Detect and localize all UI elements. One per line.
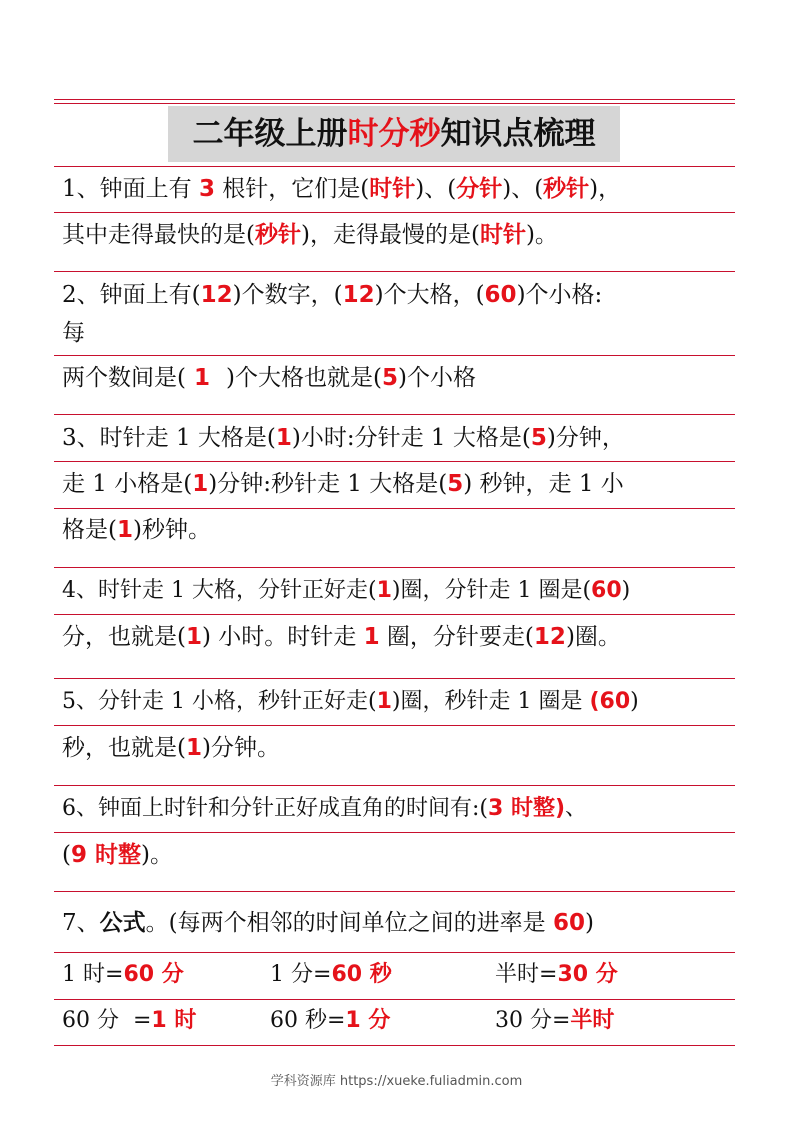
section-2-line-1: 2、钟面上有(12)个数字，(12)个大格，(60)个小格: bbox=[62, 282, 603, 308]
page-title bbox=[168, 106, 620, 162]
section-3-line-1: 3、时针走 1 大格是(1)小时:分针走 1 大格是(5)分钟， bbox=[62, 425, 625, 451]
section-4-line-1: 4、时针走 1 大格，分针正好走(1)圈，分针走 1 圈是(60) bbox=[62, 578, 631, 603]
title-part-c: 知识点梳理 bbox=[440, 116, 596, 152]
section-1-line-1: 1、钟面上有 3 根针，它们是(时针)、(分针)、(秒针)， bbox=[62, 176, 622, 202]
top-rule-1 bbox=[54, 99, 735, 100]
section-5-line-1: 5、分针走 1 小格，秒针正好走(1)圈，秒针走 1 圈是 (60) bbox=[62, 689, 639, 714]
section-4-line-2: 分，也就是(1) 小时。时针走 1 圈，分针要走(12)圈。 bbox=[62, 624, 621, 650]
section-6-line-1: 6、钟面上时针和分针正好成直角的时间有:(3 时整)、 bbox=[62, 796, 588, 821]
formula-cell: 1 时=60 分 bbox=[62, 962, 184, 987]
section-7-heading: 7、公式。(每两个相邻的时间单位之间的进率是 60) bbox=[62, 910, 594, 936]
section-3-line-2: 走 1 小格是(1)分钟:秒针走 1 大格是(5) 秒钟，走 1 小 bbox=[62, 471, 624, 497]
section-2-line-2: 每 bbox=[62, 320, 85, 346]
formula-cell: 1 分=60 秒 bbox=[270, 962, 392, 987]
footer-source-link[interactable]: 学科资源库 https://xueke.fuliadmin.com bbox=[270, 1074, 523, 1089]
section-1-line-2: 其中走得最快的是(秒针)，走得最慢的是(时针)。 bbox=[62, 222, 558, 248]
title-part-b: 时分秒 bbox=[347, 116, 441, 152]
formula-cell: 60 分 =1 时 bbox=[62, 1008, 197, 1033]
formula-cell: 30 分=半时 bbox=[495, 1008, 615, 1033]
section-6-line-2: (9 时整)。 bbox=[62, 842, 173, 868]
rule bbox=[54, 1045, 735, 1046]
rule bbox=[54, 891, 735, 892]
section-5-line-2: 秒，也就是(1)分钟。 bbox=[62, 735, 280, 761]
top-rule-2 bbox=[54, 103, 735, 104]
formula-cell: 半时=30 分 bbox=[495, 962, 618, 987]
formula-cell: 60 秒=1 分 bbox=[270, 1008, 391, 1033]
section-3-line-3: 格是(1)秒钟。 bbox=[62, 517, 211, 543]
section-2-line-3: 两个数间是( 1 )个大格也就是(5)个小格 bbox=[62, 365, 476, 391]
title-part-a: 二年级上册 bbox=[192, 116, 348, 152]
